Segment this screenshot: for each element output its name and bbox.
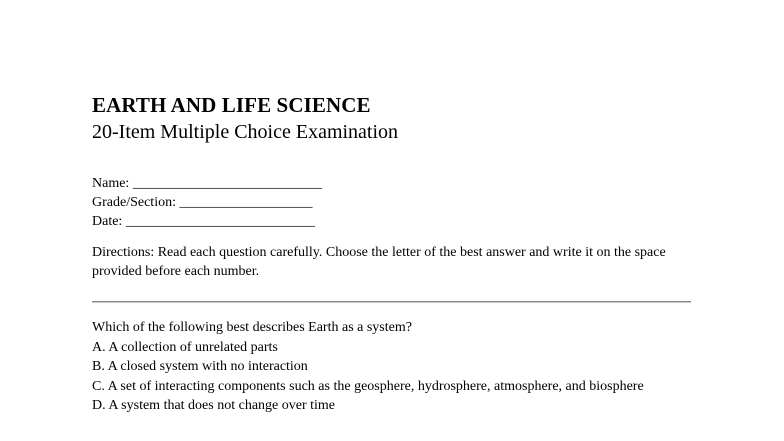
exam-subtitle: 20-Item Multiple Choice Examination (92, 121, 399, 143)
name-field: Name: ___________________________ (92, 176, 322, 191)
question-stem: Which of the following best describes Earth as a system? (92, 320, 412, 335)
question-item (92, 318, 702, 416)
section-divider (92, 301, 691, 303)
directions-text: Directions: Read each question carefully. Choose the letter of the best answer and write it on the space provided before each number. (92, 245, 666, 279)
choice-d: D. A system that does not change over time (92, 398, 336, 413)
choice-a: A. A collection of unrelated parts (92, 339, 278, 355)
exam-title: EARTH AND LIFE SCIENCE (92, 93, 371, 117)
grade-section-field: Grade/Section: ___________________ (92, 195, 313, 210)
date-field: Date: ___________________________ (92, 214, 315, 229)
choice-b: B. A closed system with no interaction (92, 359, 308, 374)
choice-c: C. A set of interacting components such as the geosphere, hydrosphere, atmosphere, and biosphere (92, 378, 644, 394)
